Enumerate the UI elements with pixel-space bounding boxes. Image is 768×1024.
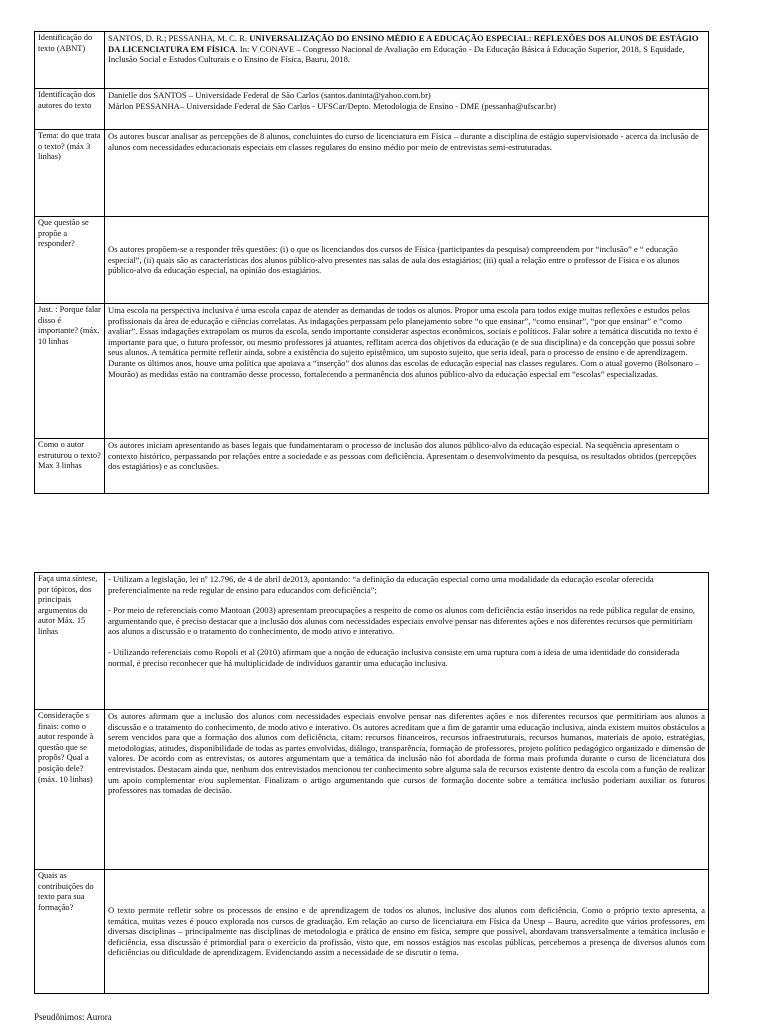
reference-title: UNIVERSALIZAÇÃO DO ENSINO MÉDIO E A EDUCAÇÃO ESPECIAL: REFLEXÕES DOS ALUNOS DE ESTÁGIO DA LICENCIATURA EM FÍSICA xyxy=(108,33,699,54)
row-label: Just. : Porque falar disso é importante? (máx. 10 linhas xyxy=(35,304,105,439)
row-label: Consideraçõe s finais: como o autor responde à questão que se propôs? Qual a posição dele? (máx. 10 linhas) xyxy=(35,710,105,870)
row-label: Tema: do que trata o texto? (máx 3 linhas) xyxy=(35,130,105,217)
synthesis-paragraph: - Utilizando referenciais como Ropoli et al (2010) afirmam que a noção de educação inclusiva consiste em uma ruptura com a ideia de uma identidade do considerada normal, é preciso reconhecer que há multiplicidade de indivíduos garantir uma educação inclusiva. xyxy=(108,646,680,668)
author-line: Danielle dos SANTOS – Universidade Federal de São Carlos (santos.daninta@yahoo.com.br) xyxy=(108,90,431,100)
table-row xyxy=(35,304,709,439)
synthesis-paragraph: - Por meio de referenciais como Mantoan (2003) apresentam preocupações a respeito de como os alunos com deficiência estão inseridos na rede pública regular de ensino, argumentando que, é preciso destacar que a inclusão dos alunos com necessidades especiais envolve pensar nas diferentes ações e nos diferentes recursos que permitiriam aos alunos a discussão e o tratamento do conhecimento, de modo ativo e interativo. xyxy=(108,605,696,637)
contributions-cell xyxy=(105,870,709,994)
table-row xyxy=(35,573,709,710)
reference-details: . In: V CONAVE – Congresso Nacional de Avaliação em Educação - Da Educação Básica à Educação Superior, 2018, S Equidade, Inclusão Social e Estudos Culturais e o Ensino de Física, Bauru, 2018. xyxy=(108,43,685,65)
author-line: Márlon PESSANHA– Universidade Federal de São Carlos - UFSCar/Depto. Metodologia de Ensino - DME (pessanha@ufscar.br) xyxy=(108,100,557,111)
table-row xyxy=(35,710,709,870)
abnt-reference xyxy=(105,32,709,89)
authors-cell xyxy=(105,89,709,130)
question-text: Os autores propõem-se a responder três questões: (i) o que os licenciandos dos cursos de Física (participantes da pesquisa) compreendem por “inclusão” e “ educação especial”, (ii) quais são as características dos alunos público-alvo presentes nas salas de aula dos estagiários; (iii) qual a relação entre o professor de Física e os alunos público-alvo da educação especial, na opinião dos estagiários. xyxy=(108,244,680,276)
theme-cell: Os autores buscar analisar as percepções de 8 alunos, concluintes do curso de licenciatura em Física – durante a disciplina de estágio supervisionado - acerca da inclusão de alunos com necessidades educacionais especiais em classes regulares do ensino médio por meio de entrevistas semi-estruturadas. xyxy=(105,130,709,217)
table-row xyxy=(35,439,709,494)
table-row xyxy=(35,89,709,130)
final-considerations-cell: Os autores afirmam que a inclusão dos alunos com necessidades especiais envolve pensar nas diferentes ações e nos diferentes recursos que permitiriam aos alunos a discussão e o tratamento do conhecimento, de modo ativo e interativo. Os autores acreditam que a fim de garantir uma educação inclusiva, ainda existem muitos obstáculos a serem vencidos para que a formação dos alunos com deficiência, citam: recursos financeiros, recursos infraestruturais, recursos humanos, materiais de apoio, estratégias, metodologias, atitudes, disponibilidade de todas as partes envolvidas, diálogo, transparência, formação de professores, projeto político pedagógico organizado e dimensão de valores. De acordo com as entrevistas, os autores argumentam que a temática da inclusão não foi abordada de forma mais profunda durante o curso de licenciatura dos entrevistados. Destacam ainda que, nenhum dos entrevistados mencionou ter conhecimento sobre alguma sala de recursos existente dentro da escola com a função de realizar um apoio complementar e/ou suplementar. Finalizam o artigo argumentando que cursos de formação docente sobre a temática inclusão poderiam auxiliar os futuros professores nas tomadas de decisão. xyxy=(105,710,709,870)
row-label: Como o autor estruturou o texto? Max 3 linhas xyxy=(35,439,105,494)
table-row xyxy=(35,870,709,994)
reference-authors: SANTOS, D. R.; PESSANHA, M. C. R. xyxy=(108,33,250,43)
row-label: Que questão se propõe a responder? xyxy=(35,217,105,304)
row-label: Faça uma síntese, por tópicos, dos principais argumentos do autor Máx. 15 linhas xyxy=(35,573,105,710)
pseudonym-note: Pseudônimos: Aurora xyxy=(34,1012,112,1022)
justification-cell: Uma escola na perspectiva inclusiva é uma escola capaz de atender as demandas de todos os alunos. Propor uma escola para todos exige muitas reflexões e estudos pelos profissionais da área de educação e ciências correlatas. As indagações perpassam pelo planejamento sobre “o que ensinar”, “como ensinar”, “por que ensinar” e “como avaliar”. Essas indagações extrapolam os muros da escola, sendo importante considerar aspectos econômicos, sociais e políticos. Falar sobre a temática discutida no texto é importante para que, o futuro professor, ou mesmo professores já atuantes, reflitam acerca dos objetivos da educação (e de sua disciplina) e da concepção que possui sobre seus alunos. A temática permite refletir ainda, sobre a existência do sujeito epistêmico, um suposto sujeito, que seria ideal, para o processo de ensino e de aprendizagem. Durante os últimos anos, houve uma política que apoiava a “inserção” dos alunos das escolas de educação especial nas classes regulares. Com o atual governo (Bolsonaro – Mourão) as medidas estão na contramão desse processo, fortalecendo a permanência dos alunos público-alvo da educação especial em “escolas” especializadas. xyxy=(105,304,709,439)
form-table-2 xyxy=(34,572,709,994)
row-label: Quais as contribuições do texto para sua formação? xyxy=(35,870,105,994)
table-row xyxy=(35,130,709,217)
question-cell xyxy=(105,217,709,304)
row-label: Identificação do texto (ABNT) xyxy=(35,32,105,89)
table-row xyxy=(35,217,709,304)
contributions-text: O texto permite refletir sobre os processos de ensino e de aprendizagem de todos os alunos, inclusive dos alunos com deficiência. Como o próprio texto apresenta, a temática, muitas vezes é pouco explorada nos cursos de graduação. Em relação ao curso de licenciatura em Física da Unesp – Bauru, acredito que vários professores, em diversas disciplinas – principalmente nas disciplinas de metodologia e prática de ensino em física, sempre que possível, abordavam transversalmente a temática inclusão e deficiência, essa discussão é primordial para o exercício da profissão, visto que, em nossos estágios nas escolas públicas, percebemos a presença de diversos alunos com deficiências ou dificuldade de aprendizagem. Evidenciando assim a necessidade de se discutir o tema. xyxy=(108,905,705,958)
row-label: Identificação dos autores do texto xyxy=(35,89,105,130)
structure-cell: Os autores iniciam apresentando as bases legais que fundamentaram o processo de inclusão dos alunos público-alvo da educação especial. Na sequência apresentam o contexto histórico, perpassando por relações entre a sociedade e as pessoas com deficiência. Apresentam o desenvolvimento da pesquisa, os resultados obtidos (percepções dos estagiários) e as conclusões. xyxy=(105,439,709,494)
form-table-1 xyxy=(34,31,709,494)
table-row xyxy=(35,32,709,89)
synthesis-cell xyxy=(105,573,709,710)
synthesis-paragraph: - Utilizam a legislação, lei nº 12.796, de 4 de abril de2013, apontando: “a definição da educação especial como uma modalidade da educação escolar oferecida preferencialmente na rede regular de ensino para educandos com deficiência”; xyxy=(108,574,654,595)
